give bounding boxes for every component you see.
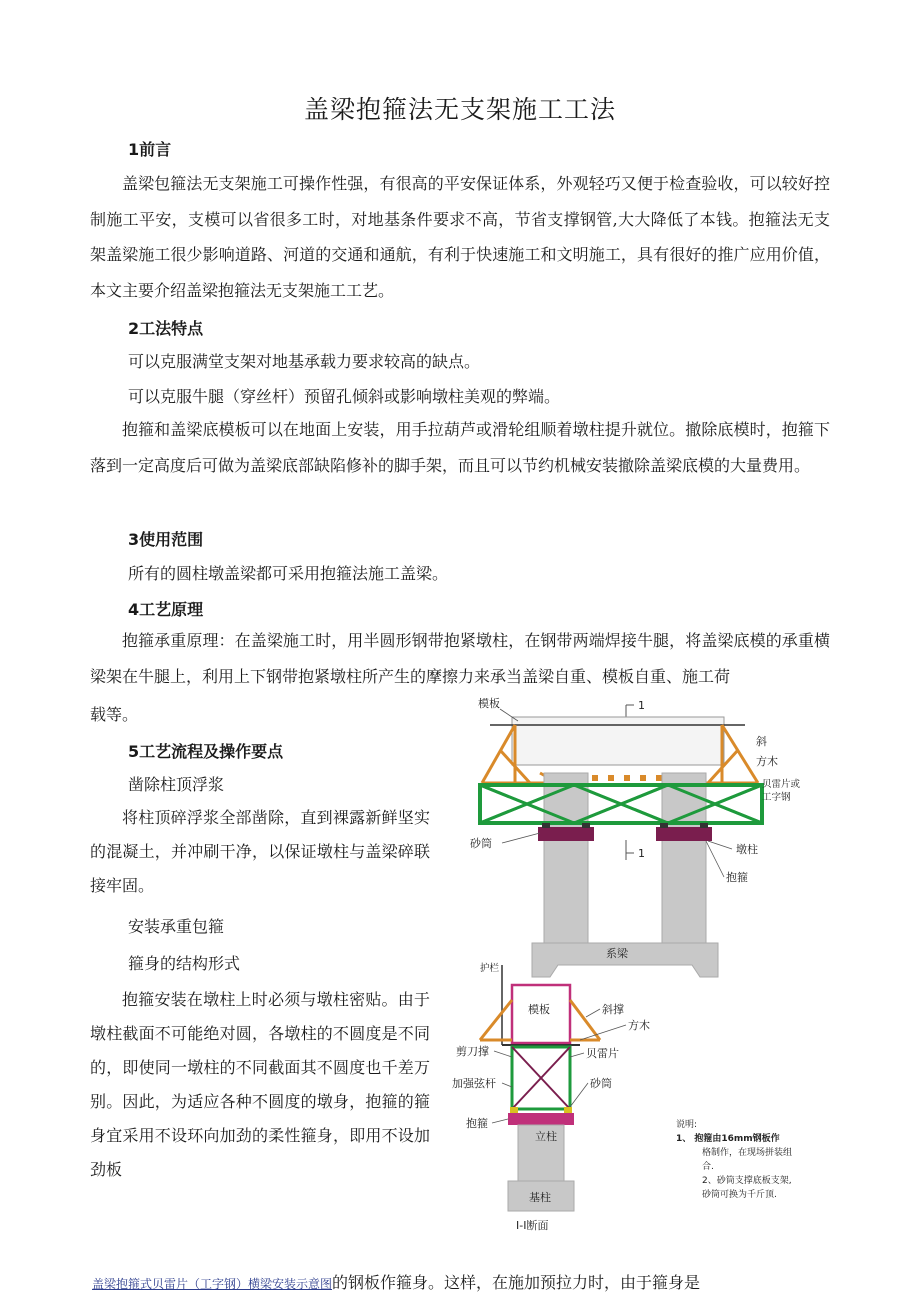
label-xiecheng: 斜撑 [602,1003,624,1016]
paragraph-4-tail: 载等。 [90,705,139,724]
paragraph-2: 抱箍和盖梁底模板可以在地面上安装，用手拉葫芦或滑轮组顺着墩柱提升就位。撤除底模时，抱箍下落到一定高度后可做为盖梁底部缺陷修补的脚手架，而且可以节约机械安装撤除盖梁底模的大量费用。 [90,420,830,475]
clamp-left [538,827,594,841]
label-shatong-side: 砂筒 [590,1077,612,1090]
heading-2: 2工法特点 [128,319,204,338]
line-5-2: 安装承重包箍 [128,917,225,936]
line-3: 所有的圆柱墩盖梁都可采用抱箍法施工盖梁。 [128,564,449,583]
notes-heading: 说明: [676,1120,698,1130]
heading-1: 1前言 [128,140,172,159]
section-mark-bottom: 1 [638,847,645,860]
label-hulan: 护栏 [480,963,500,974]
note-1: 1、 抱箍由16mm钢板作 [676,1134,780,1144]
note-2b: 砂筒可换为千斤顶. [702,1190,777,1200]
label-baogu-side: 抱箍 [466,1117,488,1130]
heading-3: 3使用范围 [128,530,204,549]
label-xiliang: 系梁 [606,947,628,960]
paragraph-5-1: 将柱顶碎浮浆全部凿除，直到裸露新鲜坚实的混凝土，并冲刷干净，以保证墩柱与盖梁碎联接牢固。 [90,808,430,895]
pier-column-left [544,773,588,943]
note-2: 2、砂筒支撑底板支架, [702,1176,792,1186]
bottom-line-text: 的钢板作箍身。这样，在施加预拉力时，由于箍身是 [332,1273,701,1292]
label-gongzi-top: 工字钢 [762,792,791,803]
label-lizhu: 立柱 [535,1130,557,1143]
label-luozhu: 墩柱 [736,843,758,856]
clamp-right [656,827,712,841]
label-beilei-top: 贝雷片或 [762,779,801,790]
section-clamp [508,1113,574,1125]
note-1b: 格制作，在现场拼装组 [702,1148,793,1158]
bottom-line [92,1270,700,1293]
label-xie: 斜 [756,735,767,748]
figure-caption-link[interactable]: 盖梁抱箍式贝雷片（工字钢）横梁安装示意图 [92,1277,333,1291]
note-1c: 合. [702,1162,714,1172]
heading-4: 4工艺原理 [128,600,204,619]
section-mark-top: 1 [638,699,645,712]
label-fangmu-top: 方木 [756,755,778,768]
page-title: 盖梁抱箍法无支架施工工法 [303,95,616,124]
label-baogu-top: 抱箍 [726,871,748,884]
label-shatong-top: 砂筒 [470,837,492,850]
cap-beam-formwork [512,717,724,765]
paragraph-5-2: 抱箍安装在墩柱上时必须与墩柱密贴。由于墩柱截面不可能绝对圆，各墩柱的不圆度是不同的，即使同一墩柱的不同截面其不圆度也千差万别。因此，为适应各种不圆度的墩身，抱箍的箍身宜采用不设环向加劲的柔性箍身，即用不设加劲板 [90,990,430,1179]
heading-5: 5工艺流程及操作要点 [128,742,284,761]
line-5-3: 箍身的结构形式 [128,954,241,973]
line-2-2: 可以克服牛腿（穿丝杆）预留孔倾斜或影响墩柱美观的弊端。 [128,387,561,406]
label-jiaqiang: 加强弦杆 [452,1077,496,1090]
label-beilei-side: 贝雷片 [586,1047,619,1060]
label-fangmu-side: 方木 [628,1019,650,1032]
label-jizhu: 基柱 [529,1191,551,1204]
section-caption: I-I断面 [516,1219,549,1232]
paragraph-4: 抱箍承重原理：在盖梁施工时，用半圆形钢带抱紧墩柱，在钢带两端焊接牛腿，将盖梁底模的承重横梁架在牛腿上，利用上下钢带抱紧墩柱所产生的摩擦力来承当盖梁自重、模板自重、施工荷 [90,631,830,686]
figure-notes [676,1118,826,1202]
label-muban-top: 模板 [478,697,500,710]
label-muban-side: 模板 [528,1003,550,1016]
paragraph-1: 盖梁包箍法无支架施工可操作性强，有很高的平安保证体系，外观轻巧又便于检查验收，可以较好控制施工平安，支模可以省很多工时，对地基条件要求不高，节省支撑钢管,大大降低了本钱。抱箍法无支架盖梁施工很少影响道路、河道的交通和通航，有利于快速施工和文明施工，具有很好的推广应用价值，本文主要介绍盖梁抱箍法无支架施工工艺。 [90,174,830,300]
label-jiandaocheng: 剪刀撑 [456,1045,489,1058]
line-5-1: 凿除柱顶浮浆 [128,775,225,794]
line-2-1: 可以克服满堂支架对地基承载力要求较高的缺点。 [128,352,481,371]
